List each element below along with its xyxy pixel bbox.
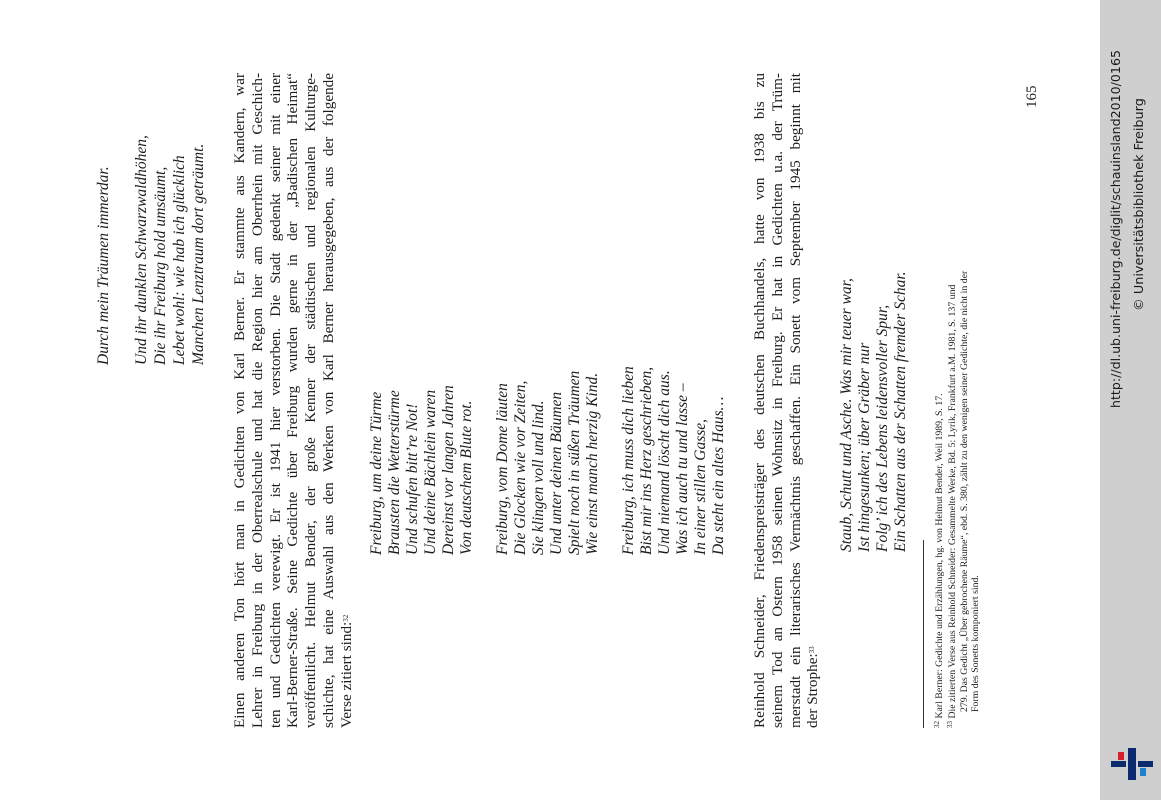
poem-line: Und unter deinen Bäumen: [548, 391, 565, 555]
poem-line: Ist hingesunken; über Gräber nur: [856, 342, 873, 552]
poem-line: In einer stillen Gasse,: [692, 418, 709, 555]
poem-line: Manchen Lenztraum dort geträumt.: [190, 143, 207, 365]
text-line: merstadt ein literarisches Vermächtnis geschaffen. Ein Sonett vom September 1945 beginnt mit: [786, 73, 804, 728]
poem-line: Dereinst vor langen Jahren: [440, 385, 457, 555]
poem-line: Sie klingen voll und lind.: [530, 400, 547, 555]
footnote-continuation: 279. Das Gedicht „Über gebrochene Räume“, ebd. S. 380, zählt zu den wenigen seiner Gedichte, die nicht in der: [958, 270, 970, 712]
poem-line: Und ihr dunklen Schwarzwaldhöhen,: [133, 135, 150, 365]
poem-line: Lebet wohl: wie hab ich glücklich: [171, 155, 188, 365]
poem-freiburg-farewell: [94, 135, 208, 365]
copyright-notice: © Universitätsbibliothek Freiburg: [1132, 98, 1147, 311]
poem-line: Wie einst manch herzig Kind.: [584, 372, 601, 555]
text-line: schichte, hat eine Auswahl aus den Werken von Karl Berner herausgegeben, aus der folgende: [319, 73, 337, 728]
poem-freiburg-berner: [368, 366, 746, 555]
poem-line: Die Glocken wie vor Zeiten,: [512, 380, 529, 555]
footnote-ref-33: 33: [808, 646, 817, 654]
poem-line: Freiburg, ich muss dich lieben: [620, 366, 637, 555]
footnote-divider: [923, 540, 924, 728]
stanza: [620, 366, 728, 555]
footnote-number: 32: [933, 721, 941, 728]
text-line: Einen anderen Ton hört man in Gedichten von Karl Berner. Er stammte aus Kandern, war: [231, 73, 248, 728]
text-line: Lehrer in Freiburg in der Oberrealschule und hat die Region hier am Oberrhein mit Geschich-: [248, 73, 266, 728]
text-fragment: der Strophe:: [804, 653, 822, 728]
watermark-text: [1100, 0, 1161, 800]
text-line: [338, 73, 356, 728]
poem-line: Freiburg, um deine Türme: [368, 391, 385, 555]
poem-line: Durch mein Träumen immerdar.: [95, 166, 112, 365]
footnote-33: [945, 73, 958, 728]
poem-line: Spielt noch in süßen Träumen: [566, 370, 583, 555]
poem-line: Und niemand löscht dich aus.: [656, 370, 673, 555]
footnote-text: Die zitierten Verse aus Reinhold Schneider: Gesammelte Werke, Bd. 5: Lyrik, Frankfurt a.M. 1981, S. 137 und: [947, 284, 959, 719]
text-line: veröffentlicht. Helmut Bender, der große Kenner der städtischen und regionalen Kulturge-: [302, 73, 320, 728]
poem-line: Was ich auch tu und lasse –: [674, 383, 691, 555]
footnote-number: 33: [946, 721, 955, 728]
poem-line: Da steht ein altes Haus…: [710, 396, 727, 555]
source-url-link[interactable]: http://dl.ub.uni-freiburg.de/diglit/schauinsland2010/0165: [1108, 50, 1123, 408]
poem-line: Von deutschem Blute rot.: [458, 400, 475, 555]
poem-line: Die ihr Freiburg hold umsäumt,: [152, 166, 169, 365]
page-number: 165: [1024, 85, 1040, 108]
footnote-32: [932, 73, 945, 728]
text-line: [804, 73, 822, 728]
poem-schneider-sonnet: [838, 271, 910, 552]
text-line: Karl-Berner-Straße. Seine Gedichte über Freiburg wurden gerne in der „Badischen Heimat“: [284, 73, 302, 728]
poem-line: Und deine Bächlein waren: [422, 389, 439, 555]
text-line: seinem Tod an Ostern 1958 seinen Wohnsitz in Freiburg. Er hat in Gedichten u.a. der Trüm-: [768, 73, 786, 728]
text-line: ten und Gedichten verewigt. Er ist 1941 hier verstorben. Die Stadt gedenkt seiner mit einer: [266, 73, 284, 728]
ub-freiburg-logo-icon: [1109, 746, 1155, 782]
footnote-text: Karl Berner: Gedichte und Erzählungen, hg. von Helmut Bender, Weil 1989, S. 17.: [934, 393, 945, 719]
footnote-continuation: Form des Sonetts komponiert sind.: [970, 575, 982, 712]
paragraph-karl-berner: [231, 73, 356, 728]
footnote-ref-32: 32: [341, 614, 350, 622]
stanza: [494, 366, 602, 555]
poem-line: Folg’ ich des Lebens leidensvoller Spur,: [874, 304, 891, 552]
paragraph-reinhold-schneider: [751, 73, 822, 728]
poem-line: Brausten die Wetterstürme: [386, 390, 403, 555]
library-watermark-bar: [1100, 0, 1161, 800]
stanza: [368, 366, 476, 555]
poem-line: Staub, Schutt und Asche. Was mir teuer war,: [838, 278, 855, 552]
text-line: Reinhold Schneider, Friedenspreisträger des deutschen Buchhandels, hatte von 1938 bis zu: [751, 73, 768, 728]
poem-line: Bist mir ins Herz geschrieben,: [638, 366, 655, 555]
poem-line: Ein Schatten aus der Schatten fremder Schar.: [892, 271, 909, 552]
footnotes: [932, 73, 982, 728]
text-fragment: Verse zitiert sind:: [337, 621, 355, 728]
poem-line: Und schufen bitt’re Not!: [404, 403, 421, 555]
poem-line: [113, 135, 132, 365]
poem-line: Freiburg, vom Dome läuten: [494, 383, 511, 555]
